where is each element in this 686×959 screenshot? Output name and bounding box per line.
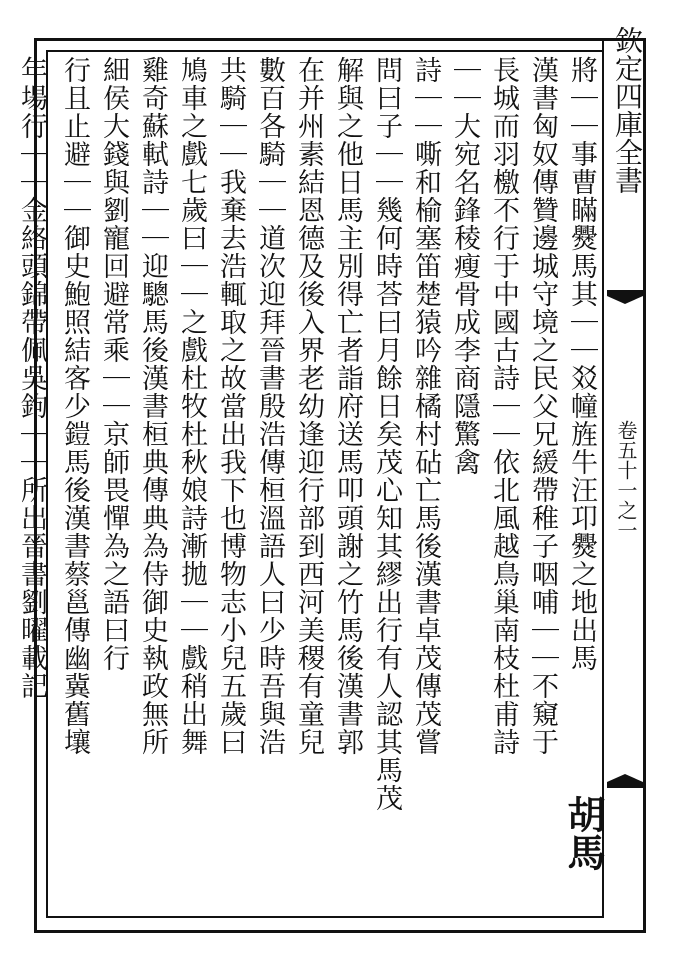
text-column: 行且止避｜｜御史鮑照結客少鎧馬後漢書蔡邕傳幽冀舊壤 bbox=[59, 56, 90, 756]
inner-border-top bbox=[46, 50, 604, 52]
text-column: 雞奇蘇軾詩｜｜迎驄馬後漢書桓典傳典為侍御史執政無所 bbox=[137, 56, 168, 756]
volume-label: 卷五十一之一 bbox=[614, 420, 638, 540]
text-column: 年場行｜｜金絡頭錦帶佩吳鉤｜｜所出晉書劉曜載記 bbox=[16, 56, 47, 700]
book-title: 欽定四庫全書 bbox=[611, 26, 644, 194]
outer-border-bottom bbox=[34, 930, 646, 933]
text-column: 在并州素結恩德及後入界老幼逢迎行部到西河美稷有童兒 bbox=[293, 56, 324, 756]
text-column: 將｜｜事曹瞞㸑馬其｜｜㸚幢旌牛汪卭㸑之地出馬 bbox=[566, 56, 597, 672]
text-column: 詩｜｜嘶和榆塞笛楚猿吟雜橘村砧亡馬後漢書卓茂傳茂嘗 bbox=[410, 56, 441, 756]
marginal-heading: 胡馬 bbox=[561, 795, 606, 871]
text-column: 漢書匈奴傳贊邊城守境之民父兄緩帶稚子咽哺｜｜不窺于 bbox=[527, 56, 558, 756]
text-column: 長城而羽檄不行于中國古詩｜｜依北風越鳥巢南枝杜甫詩 bbox=[488, 56, 519, 756]
text-column: 鳩車之戲七歲曰｜｜之戲杜牧杜秋娘詩漸拋｜｜戲稍出舞 bbox=[176, 56, 207, 756]
text-column: 數百各騎｜｜道次迎拜晉書殷浩傳桓溫語人曰少時吾與浩 bbox=[254, 56, 285, 756]
text-column: ｜｜大宛名鋒稜瘦骨成李商隱驚禽 bbox=[449, 56, 480, 476]
text-column: 解與之他日馬主別得亡者詣府送馬叩頭謝之竹馬後漢書郭 bbox=[332, 56, 363, 756]
header-divider bbox=[602, 38, 604, 918]
text-column: 共騎｜｜我棄去浩輒取之故當出我下也博物志小兒五歲曰 bbox=[215, 56, 246, 756]
text-column: 細侯大錢與劉寵回避常乘｜｜京師畏憚為之語曰行 bbox=[98, 56, 129, 672]
outer-border-top bbox=[34, 38, 646, 41]
text-column: 問曰子｜｜幾何時荅曰月餘日矣茂心知其繆出行有人認其馬茂 bbox=[371, 56, 402, 812]
fish-tail-mark-bottom bbox=[607, 770, 643, 788]
